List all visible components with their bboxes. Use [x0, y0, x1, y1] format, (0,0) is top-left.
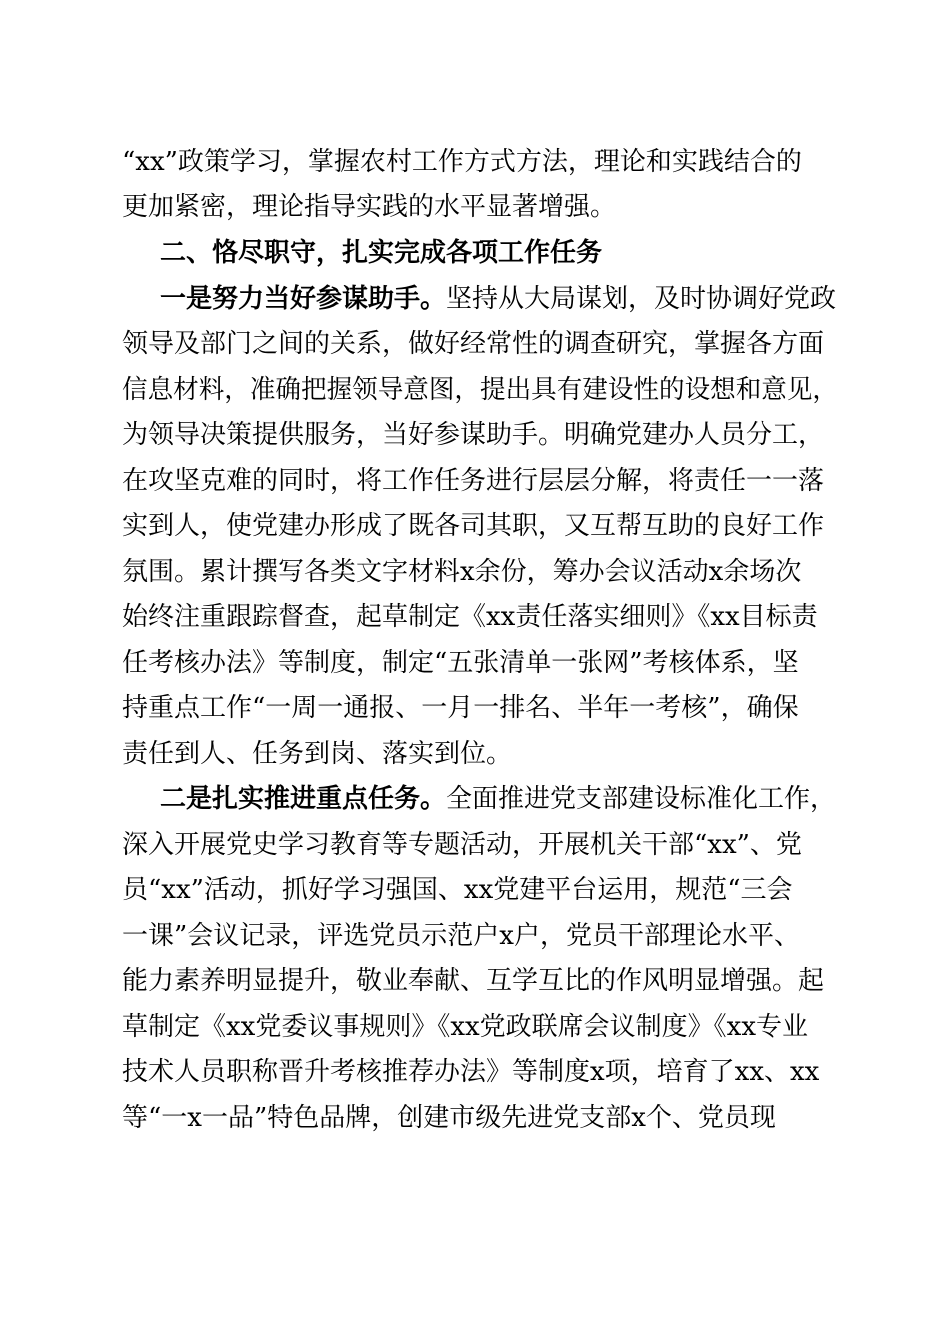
paragraph-text: 领导及部门之间的关系，做好经常性的调查研究，掌握各方面 [122, 329, 825, 359]
paragraph-text: 能力素养明显提升，敬业奉献、互学互比的作风明显增强。起 [122, 966, 825, 996]
paragraph-2-line-2 [0, 327, 950, 361]
paragraph-text: 氛围。累计撰写各类文字材料x余份，筹办会议活动x余场次 [122, 557, 802, 587]
paragraph-2-line-3 [2, 373, 936, 407]
paragraph-text: 实到人，使党建办形成了既各司其职，又互帮互助的良好工作 [122, 511, 825, 541]
paragraph-text: 技术人员职称晋升考核推荐办法》等制度x项，培育了xx、xx [122, 1057, 820, 1087]
section-heading-text: 二、恪尽职守，扎实完成各项工作任务 [160, 238, 603, 268]
paragraph-3-line-4 [0, 919, 950, 953]
paragraph-2-line-10 [0, 691, 950, 725]
paragraph-2-line-1 [0, 282, 950, 316]
paragraph-text: 更加紧密，理论指导实践的水平显著增强。 [122, 192, 617, 222]
paragraph-text: 员“xx”活动，抓好学习强国、xx党建平台运用，规范“三会 [122, 875, 793, 905]
paragraph-3-line-8 [0, 1101, 950, 1135]
paragraph-text: 持重点工作“一周一通报、一月一排名、半年一考核”，确保 [122, 693, 799, 723]
paragraph-text: 深入开展党史学习教育等专题活动，开展机关干部“xx”、党 [122, 830, 802, 860]
paragraph-2-line-11 [0, 737, 950, 771]
paragraph-2-line-7 [0, 555, 950, 589]
paragraph-lead: 一是努力当好参谋助手。 [160, 284, 447, 314]
paragraph-text: 任考核办法》等制度，制定“五张清单一张网”考核体系，坚 [122, 648, 799, 678]
paragraph-text: “xx”政策学习，掌握农村工作方式方法，理论和实践结合的 [122, 147, 802, 177]
paragraph-text: 坚持从大局谋划，及时协调好党政 [446, 284, 837, 314]
paragraph-3-line-2 [0, 828, 950, 862]
paragraph-3-line-6 [0, 1010, 950, 1044]
paragraph-2-line-4 [0, 418, 950, 452]
paragraph-2-line-8 [0, 600, 950, 634]
paragraph-3-line-7 [0, 1055, 950, 1089]
paragraph-text: 等“一x一品”特色品牌，创建市级先进党支部x个、党员现 [122, 1103, 776, 1133]
paragraph-text: 草制定《xx党委议事规则》《xx党政联席会议制度》《xx专业 [122, 1012, 808, 1042]
paragraph-2-line-6 [0, 509, 950, 543]
paragraph-2-line-5 [0, 464, 950, 498]
paragraph-text: 一课”会议记录，评选党员示范户x户，党员干部理论水平、 [122, 921, 800, 951]
paragraph-3-line-1 [0, 782, 950, 816]
paragraph-text: 始终注重跟踪督查，起草制定《xx责任落实细则》《xx目标责 [122, 602, 818, 632]
paragraph-text: 全面推进党支部建设标准化工作， [446, 784, 837, 814]
paragraph-text: 信息材料，准确把握领导意图，提出具有建设性的设想和意见， [122, 375, 839, 405]
section-heading [0, 236, 950, 270]
paragraph-1-line-1 [0, 145, 950, 179]
paragraph-3-line-3 [0, 873, 950, 907]
paragraph-2-line-9 [0, 646, 950, 680]
paragraph-text: 为领导决策提供服务，当好参谋助手。明确党建办人员分工， [122, 420, 825, 450]
paragraph-3-line-5 [0, 964, 950, 998]
paragraph-lead: 二是扎实推进重点任务。 [160, 784, 447, 814]
paragraph-text: 在攻坚克难的同时，将工作任务进行层层分解，将责任一一落 [122, 466, 825, 496]
paragraph-text: 责任到人、任务到岗、落实到位。 [122, 739, 513, 769]
paragraph-1-line-2 [0, 190, 950, 224]
